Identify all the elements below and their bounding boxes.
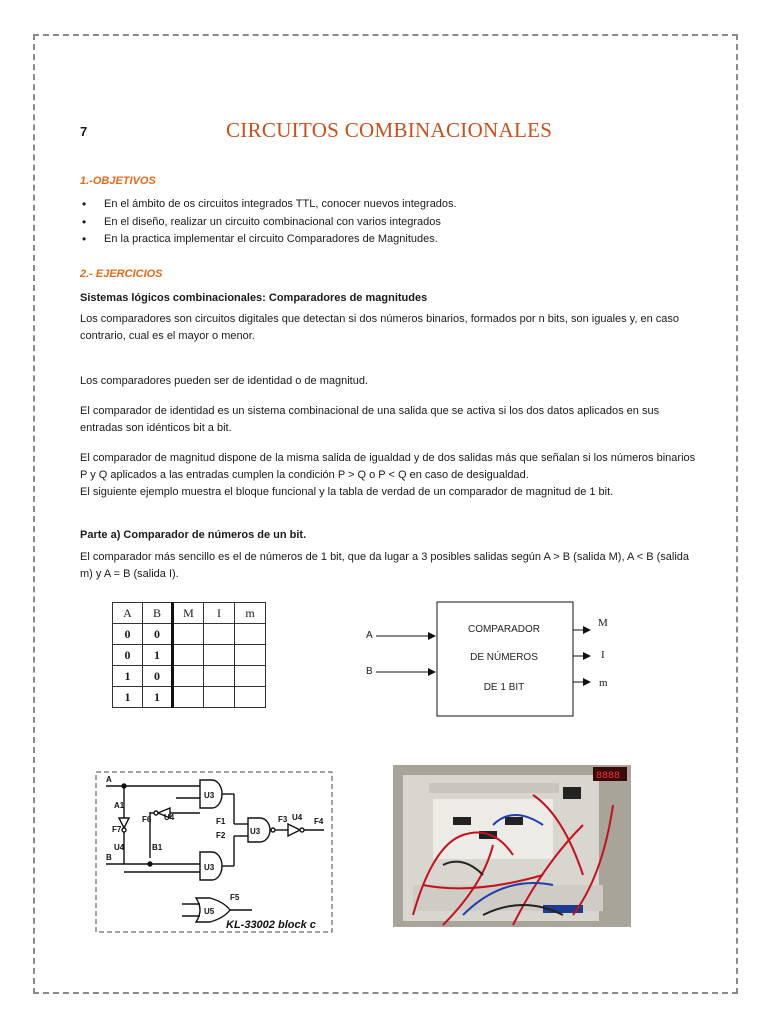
svg-text:B1: B1 bbox=[152, 843, 163, 852]
svg-text:U4: U4 bbox=[164, 813, 175, 822]
block-line-2: DE NÚMEROS bbox=[470, 652, 538, 663]
cell-empty bbox=[173, 624, 204, 645]
exercises-subtitle: Sistemas lógicos combinacionales: Comparadores de magnitudes bbox=[80, 292, 428, 304]
svg-text:F4: F4 bbox=[314, 817, 324, 826]
objectives-list bbox=[80, 196, 700, 249]
svg-text:B: B bbox=[106, 853, 112, 862]
cell-empty bbox=[173, 687, 204, 708]
svg-text:U3: U3 bbox=[250, 827, 261, 836]
svg-text:F7: F7 bbox=[112, 825, 122, 834]
list-item: • En la practica implementar el circuito Comparadores de Magnitudes. bbox=[80, 231, 700, 249]
schematic-caption: KL-33002 block c bbox=[226, 919, 316, 931]
part-a-text: El comparador más sencillo es el de números de 1 bit, que da lugar a 3 posibles salidas según A > B (salida M), A < B (salida m) y A = B (salida I). bbox=[80, 551, 690, 580]
cell-empty bbox=[204, 645, 235, 666]
objectives-heading: 1.-OBJETIVOS bbox=[80, 175, 156, 187]
svg-text:U3: U3 bbox=[204, 863, 215, 872]
output-lower-m-label: m bbox=[599, 677, 608, 689]
svg-text:F3: F3 bbox=[278, 815, 288, 824]
paragraph-identity: El comparador de identidad es un sistema combinacional de una salida que se activa si los dos datos aplicados en sus entradas son idénticos bit a bit. bbox=[80, 405, 660, 434]
logic-schematic bbox=[92, 768, 336, 938]
paragraph-types: Los comparadores pueden ser de identidad o de magnitud. bbox=[80, 375, 369, 387]
page-title: CIRCUITOS COMBINACIONALES bbox=[226, 118, 553, 142]
lab-board-illustration bbox=[393, 765, 631, 927]
cell-empty bbox=[173, 645, 204, 666]
cell-empty bbox=[204, 624, 235, 645]
cell-a: 0 bbox=[113, 645, 143, 666]
exercises-heading: 2.- EJERCICIOS bbox=[80, 268, 163, 280]
header-a: A bbox=[113, 603, 143, 624]
list-item: • En el diseño, realizar un circuito combinacional con varios integrados bbox=[80, 214, 700, 232]
header-m: M bbox=[173, 603, 204, 624]
cell-empty bbox=[235, 645, 266, 666]
cell-empty bbox=[235, 687, 266, 708]
cell-empty bbox=[235, 624, 266, 645]
part-a-heading: Parte a) Comparador de números de un bit. bbox=[80, 529, 307, 541]
svg-text:F5: F5 bbox=[230, 893, 240, 902]
table-row bbox=[113, 687, 266, 708]
cell-a: 1 bbox=[113, 666, 143, 687]
table-header-row bbox=[113, 603, 266, 624]
cell-b: 0 bbox=[143, 666, 173, 687]
input-a-label: A bbox=[366, 630, 373, 641]
cell-empty bbox=[204, 687, 235, 708]
svg-text:A: A bbox=[106, 775, 112, 784]
cell-empty bbox=[173, 666, 204, 687]
output-m-label: M bbox=[598, 617, 608, 629]
header-b: B bbox=[143, 603, 173, 624]
cell-a: 0 bbox=[113, 624, 143, 645]
list-item: • En el ámbito de os circuitos integrados TTL, conocer nuevos integrados. bbox=[80, 196, 700, 214]
svg-text:F1: F1 bbox=[216, 817, 226, 826]
block-line-1: COMPARADOR bbox=[467, 624, 541, 635]
lab-board-photo bbox=[393, 765, 631, 927]
input-b-label: B bbox=[366, 666, 373, 677]
table-row bbox=[113, 666, 266, 687]
page-number: 7 bbox=[80, 124, 88, 139]
header-i: I bbox=[204, 603, 235, 624]
cell-empty bbox=[204, 666, 235, 687]
cell-b: 0 bbox=[143, 624, 173, 645]
cell-empty bbox=[235, 666, 266, 687]
truth-table bbox=[112, 602, 266, 708]
paragraph-magnitude: El comparador de magnitud dispone de la misma salida de igualdad y de dos salidas más que señalan si los números binarios P y Q aplicados a las entradas cumplen la condición P > Q o P < Q en caso de desigualdad. bbox=[80, 452, 696, 481]
svg-text:U4: U4 bbox=[114, 843, 125, 852]
svg-text:F6: F6 bbox=[142, 815, 152, 824]
svg-text:U3: U3 bbox=[204, 791, 215, 800]
cell-b: 1 bbox=[143, 645, 173, 666]
table-row bbox=[113, 624, 266, 645]
cell-a: 1 bbox=[113, 687, 143, 708]
paragraph-example: El siguiente ejemplo muestra el bloque funcional y la tabla de verdad de un comparador de magnitud de 1 bit. bbox=[80, 486, 614, 498]
svg-text:A1: A1 bbox=[114, 801, 125, 810]
svg-text:U5: U5 bbox=[204, 907, 215, 916]
output-i-label: I bbox=[601, 649, 605, 661]
svg-text:F2: F2 bbox=[216, 831, 226, 840]
svg-text:8888: 8888 bbox=[596, 771, 621, 782]
paragraph-intro: Los comparadores son circuitos digitales que detectan si dos números binarios, formados por n bits, son iguales y, en caso contrario, cual es el mayor o menor. bbox=[80, 313, 680, 342]
cell-b: 1 bbox=[143, 687, 173, 708]
table-row bbox=[113, 645, 266, 666]
header-lower-m: m bbox=[235, 603, 266, 624]
block-line-3: DE 1 BIT bbox=[483, 682, 525, 693]
svg-text:U4: U4 bbox=[292, 813, 303, 822]
